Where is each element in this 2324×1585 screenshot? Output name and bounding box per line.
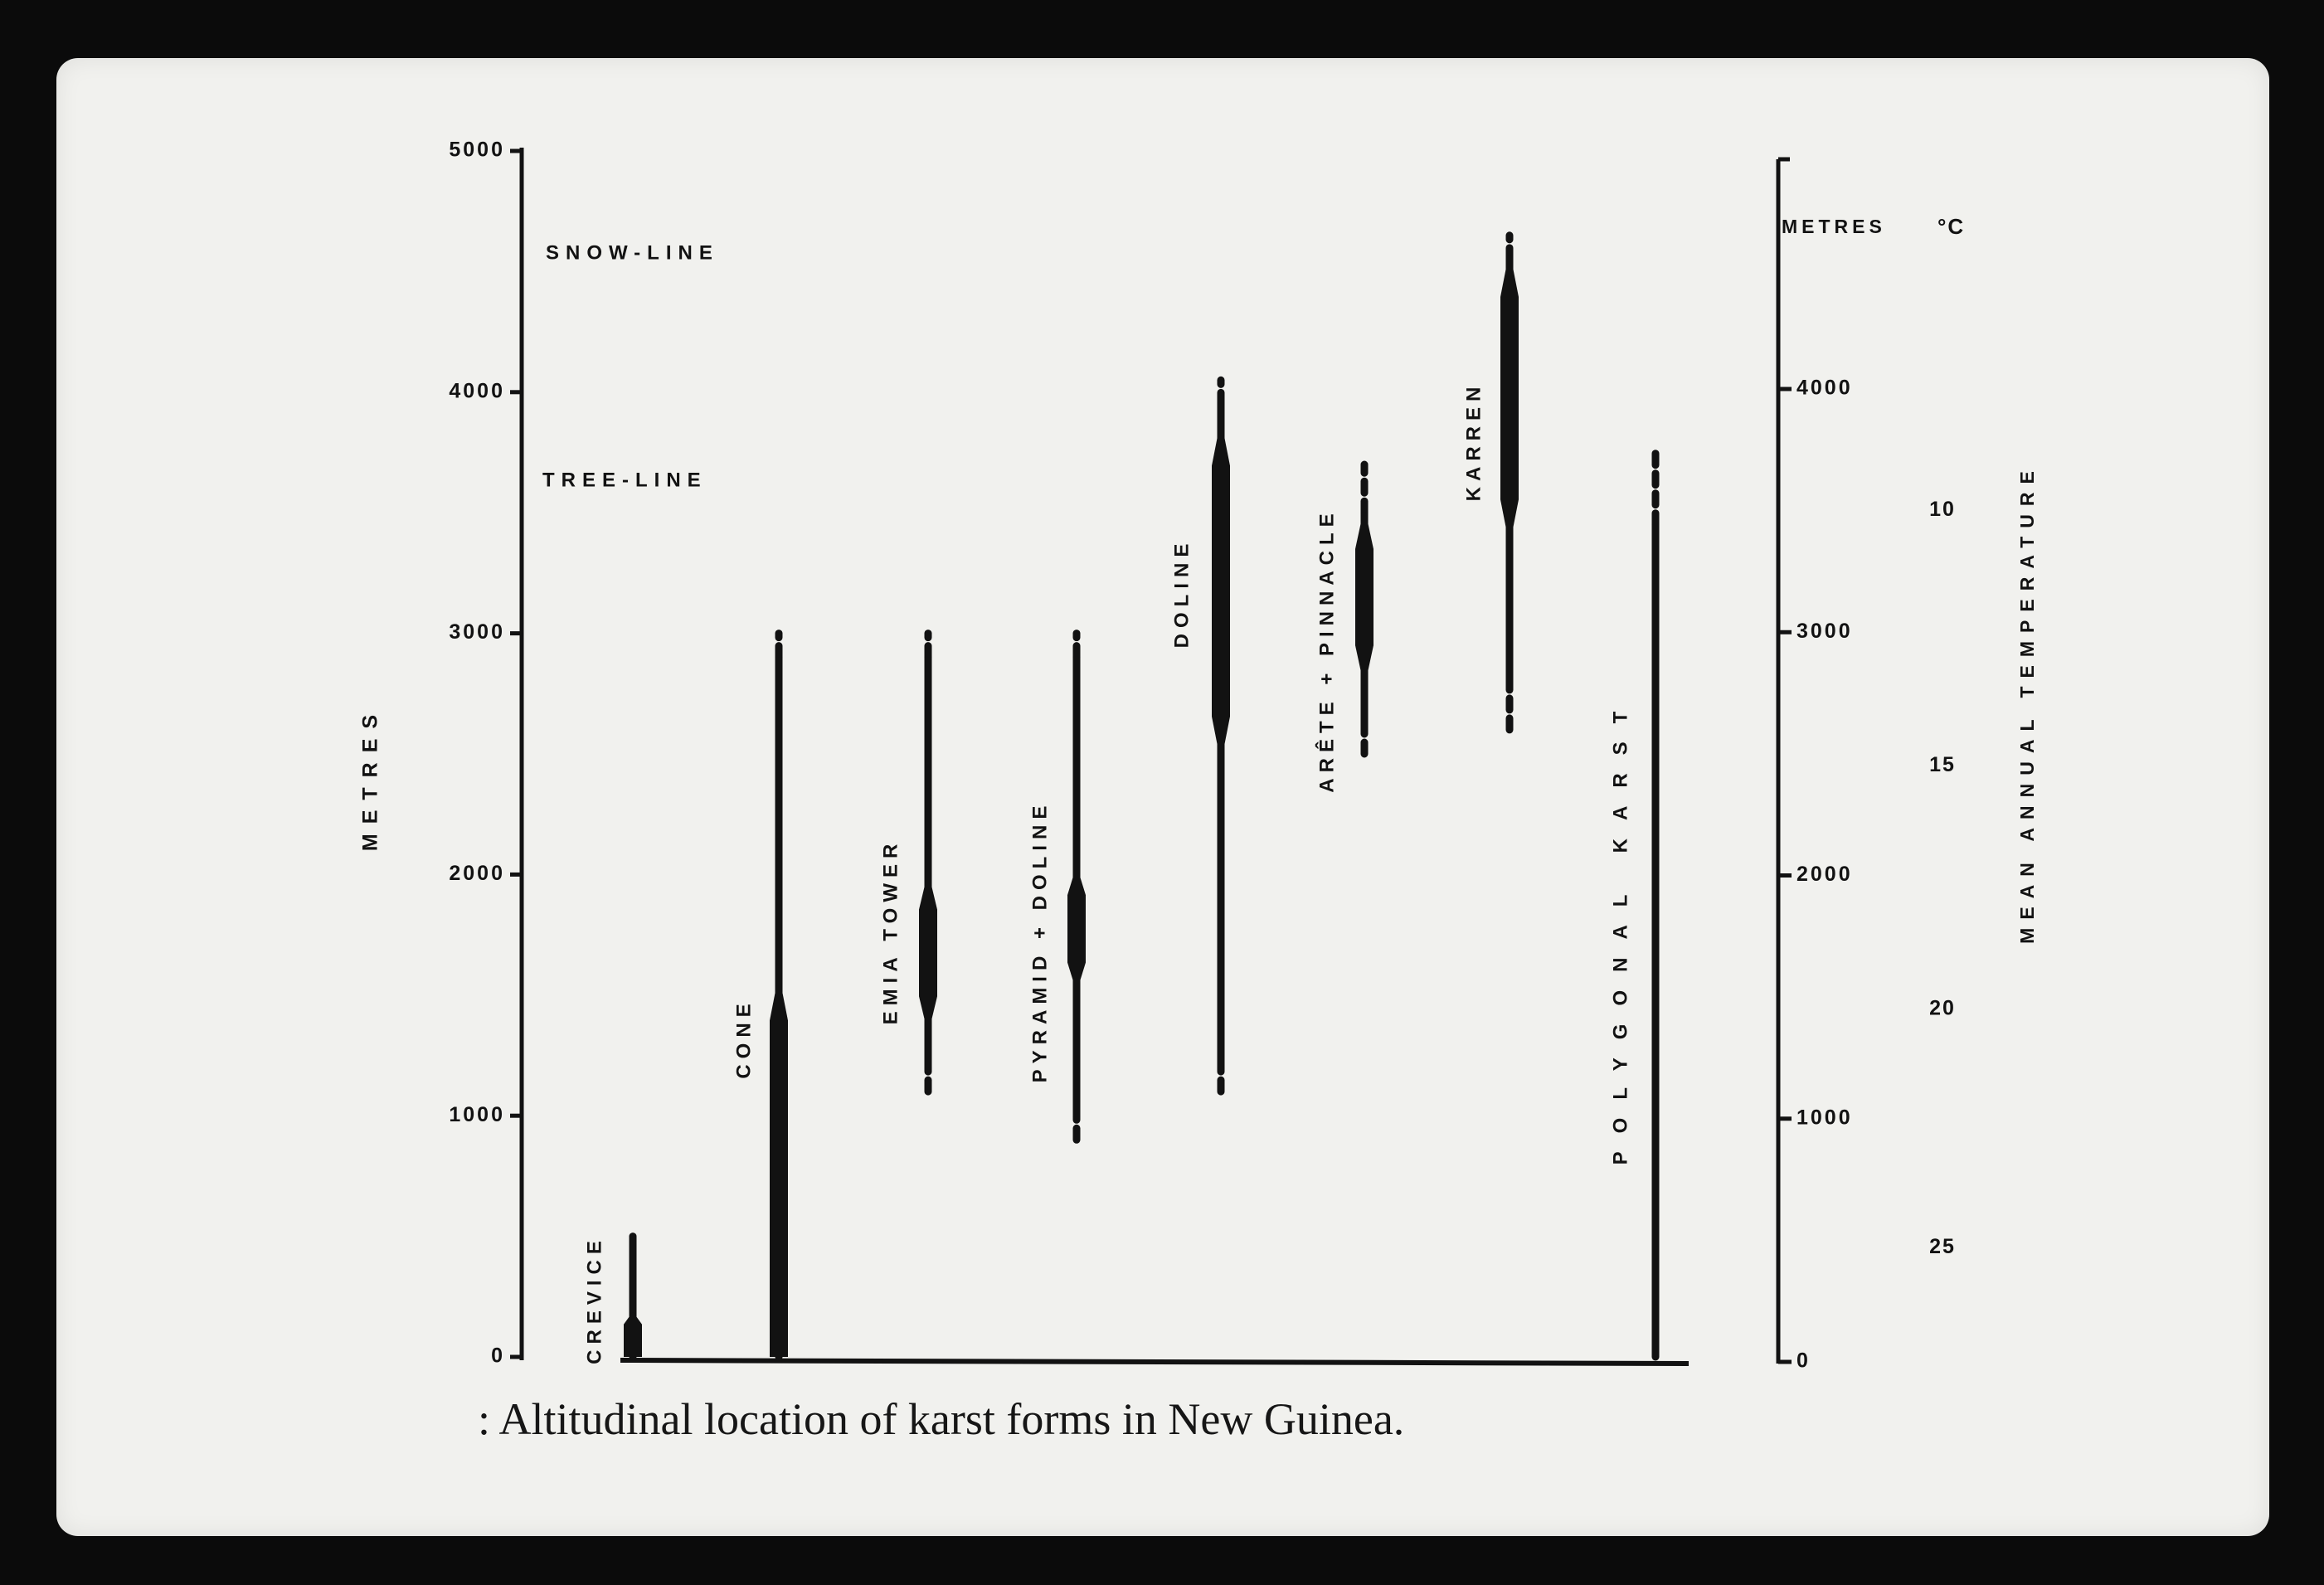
right-axis-tick-label: 3000 bbox=[1796, 619, 1853, 643]
right-axis-tick-label: 0 bbox=[1796, 1349, 1811, 1373]
left-axis-tick-label: 5000 bbox=[449, 138, 505, 162]
series-label: EMIA TOWER bbox=[879, 838, 902, 1025]
temperature-label: 25 bbox=[1929, 1234, 1956, 1258]
range-core bbox=[1500, 250, 1519, 546]
range-core bbox=[1212, 420, 1230, 763]
right-axis-tick-label: 1000 bbox=[1796, 1106, 1853, 1130]
baseline bbox=[620, 1360, 1689, 1364]
series-crevice bbox=[624, 1237, 642, 1357]
temperature-unit-label: °C bbox=[1937, 213, 1966, 239]
figure-caption: : Altitudinal location of karst forms in New Guinea. bbox=[478, 1394, 1405, 1444]
temperature-label: 15 bbox=[1929, 753, 1956, 777]
left-axis-tick-label: 1000 bbox=[449, 1102, 505, 1126]
series-emia-tower bbox=[919, 634, 937, 1092]
slide-card bbox=[56, 58, 2269, 1536]
series-label: CONE bbox=[732, 998, 756, 1079]
right-axis-tick-label: 4000 bbox=[1796, 376, 1853, 400]
series-pyramid-doline bbox=[1067, 634, 1086, 1140]
temperature-axis-title: MEAN ANNUAL TEMPERATURE bbox=[2016, 463, 2039, 944]
left-axis-title: METRES bbox=[358, 704, 382, 852]
right-axis-title: METRES bbox=[1782, 216, 1886, 238]
series-label: DOLINE bbox=[1170, 537, 1194, 649]
series-label: PYRAMID + DOLINE bbox=[1028, 800, 1052, 1083]
range-core bbox=[1355, 507, 1373, 688]
range-core bbox=[1067, 865, 1086, 992]
series-ar-te-pinnacle bbox=[1355, 464, 1373, 754]
left-axis-tick-label: 3000 bbox=[449, 620, 505, 644]
range-core bbox=[770, 974, 788, 1357]
series-karren bbox=[1500, 236, 1519, 730]
series-cone bbox=[770, 634, 788, 1357]
series-label: CREVICE bbox=[583, 1235, 606, 1364]
range-core bbox=[919, 872, 937, 1034]
series-doline bbox=[1212, 380, 1230, 1092]
left-axis-tick-label: 4000 bbox=[449, 379, 505, 403]
series-label: KARREN bbox=[1462, 381, 1485, 502]
tree-line-label: TREE-LINE bbox=[542, 469, 707, 492]
series-label: ARÊTE + PINNACLE bbox=[1315, 508, 1339, 793]
left-axis-tick-label: 0 bbox=[491, 1344, 505, 1368]
temperature-label: 20 bbox=[1929, 996, 1956, 1020]
snow-line-label: SNOW-LINE bbox=[546, 241, 719, 265]
karst-altitude-chart bbox=[56, 58, 2269, 1536]
temperature-label: 10 bbox=[1929, 498, 1956, 522]
right-axis-tick-label: 2000 bbox=[1796, 863, 1853, 887]
left-axis-tick-label: 2000 bbox=[449, 862, 505, 886]
range-core bbox=[624, 1311, 642, 1357]
series-label: POLYGONAL KARST bbox=[1609, 693, 1632, 1165]
